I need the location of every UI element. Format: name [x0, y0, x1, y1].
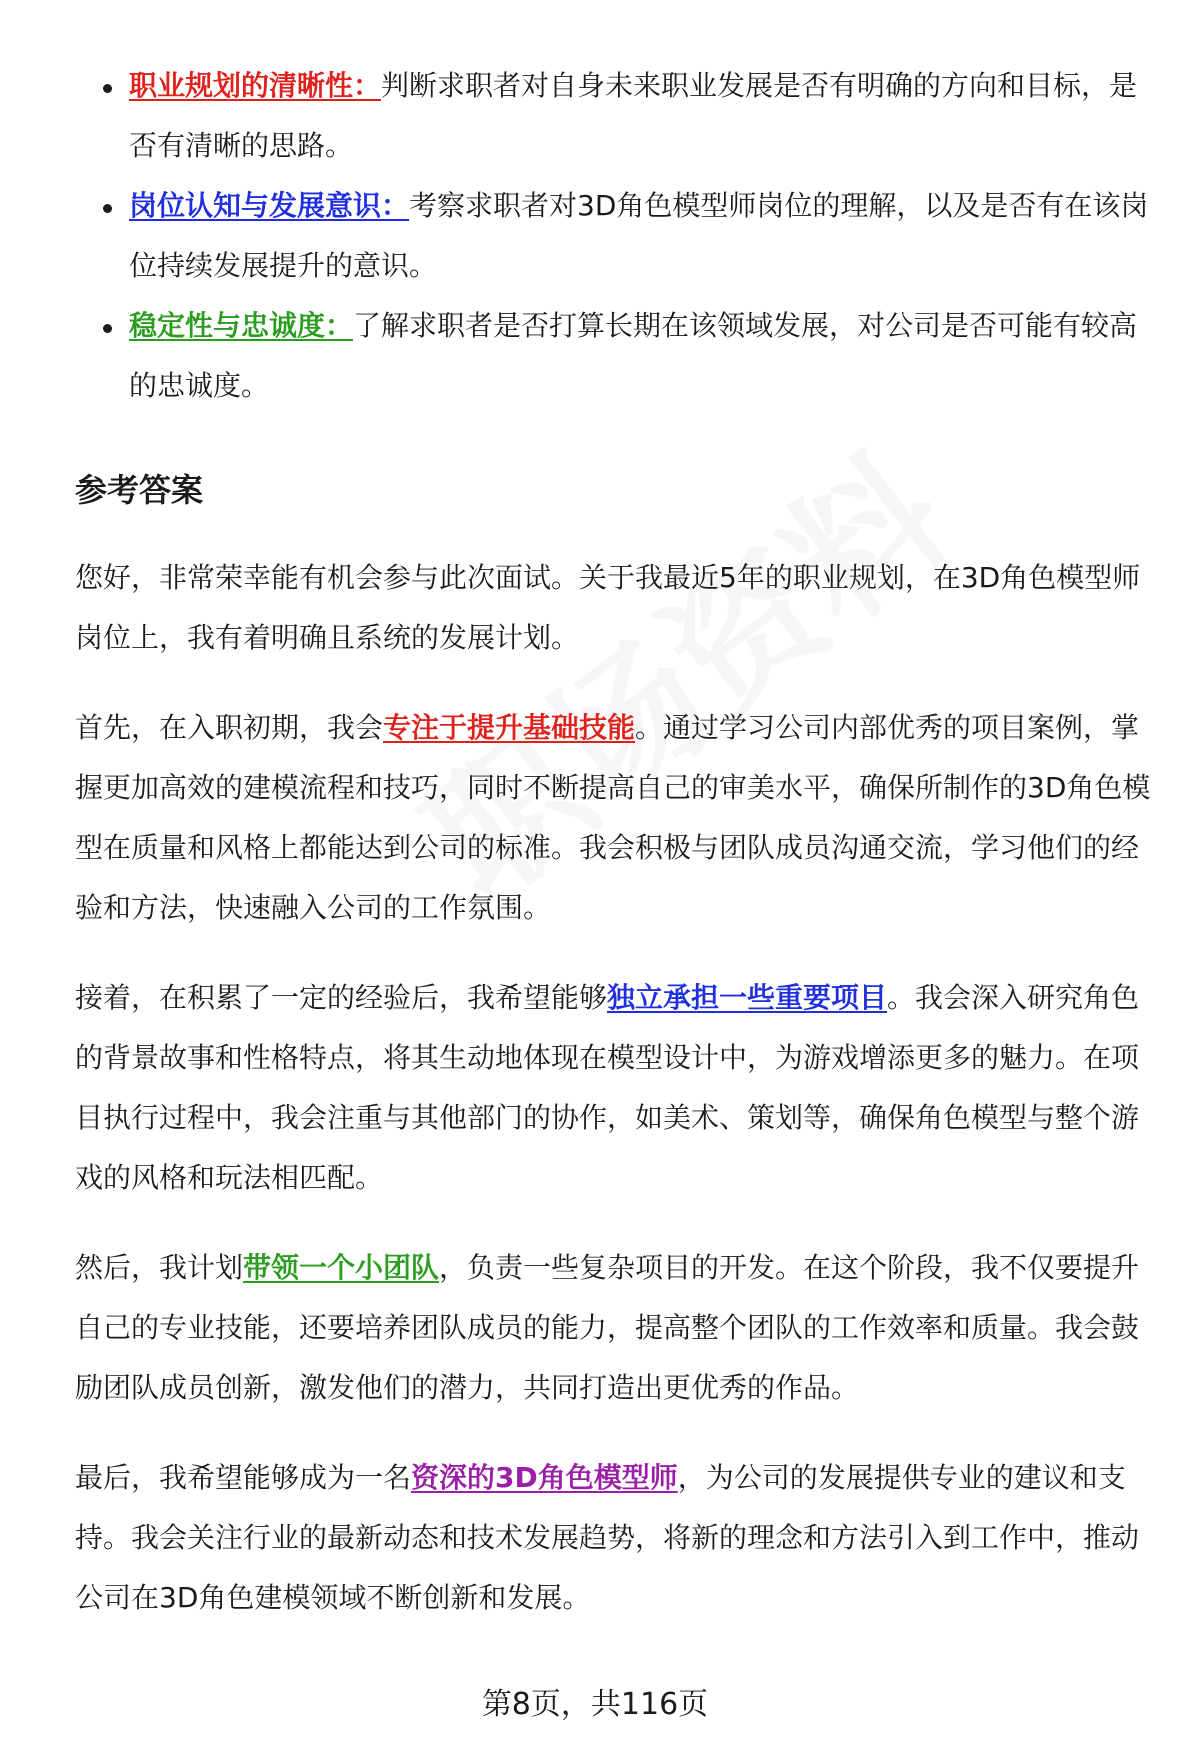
highlight-phrase: 资深的3D角色模型师	[411, 1461, 678, 1494]
paragraph-text: 。通过学习公司内部优秀的项目案例，掌握更加高效的建模流程和技巧，同时不断提高自己的审美水平，确保所制作的3D角色模型在质量和风格上都能达到公司的标准。我会积极与团队成员沟通交流，学习他们的经验和方法，快速融入公司的工作氛围。	[75, 711, 1151, 924]
document-page	[75, 56, 1165, 1658]
page-number: 第8页，共116页	[481, 1687, 709, 1722]
criteria-list	[75, 56, 1165, 416]
list-item	[75, 296, 1165, 416]
list-item	[75, 176, 1165, 296]
paragraph-first-stage	[75, 698, 1165, 938]
highlight-phrase: 独立承担一些重要项目	[607, 981, 888, 1014]
paragraph-text: ，负责一些复杂项目的开发。在这个阶段，我不仅要提升自己的专业技能，还要培养团队成员的能力，提高整个团队的工作效率和质量。我会鼓励团队成员创新，激发他们的潜力，共同打造出更优秀的作品。	[75, 1251, 1140, 1404]
paragraph-text: 首先，在入职初期，我会	[75, 711, 384, 744]
paragraph-intro: 您好，非常荣幸能有机会参与此次面试。关于我最近5年的职业规划，在3D角色模型师岗位上，我有着明确且系统的发展计划。	[75, 561, 1141, 654]
paragraph-second-stage	[75, 968, 1165, 1208]
paragraph-text: 接着，在积累了一定的经验后，我希望能够	[75, 981, 608, 1014]
list-item	[75, 56, 1165, 176]
paragraph-final-stage	[75, 1448, 1165, 1628]
paragraph-third-stage	[75, 1238, 1165, 1418]
paragraph-text: 然后，我计划	[75, 1251, 244, 1284]
bullet-highlight: 稳定性与忠诚度：	[129, 309, 354, 342]
paragraph-text: 最后，我希望能够成为一名	[75, 1461, 412, 1494]
bullet-highlight: 职业规划的清晰性：	[129, 69, 382, 102]
bullet-highlight: 岗位认知与发展意识：	[129, 189, 410, 222]
bullet-text: 了解求职者是否打算长期在该领域发展，对公司是否可能有较高的忠诚度。	[129, 309, 1138, 402]
highlight-phrase: 带领一个小团队	[243, 1251, 440, 1284]
highlight-phrase: 专注于提升基础技能	[383, 711, 636, 744]
paragraph-text: 。我会深入研究角色的背景故事和性格特点，将其生动地体现在模型设计中，为游戏增添更多的魅力。在项目执行过程中，我会注重与其他部门的协作，如美术、策划等，确保角色模型与整个游戏的风格和玩法相匹配。	[75, 981, 1140, 1194]
bullet-text: 判断求职者对自身未来职业发展是否有明确的方向和目标，是否有清晰的思路。	[129, 69, 1138, 162]
section-title: 参考答案	[75, 471, 204, 509]
bullet-text: 考察求职者对3D角色模型师岗位的理解，以及是否有在该岗位持续发展提升的意识。	[129, 189, 1149, 282]
paragraph-text: ，为公司的发展提供专业的建议和支持。我会关注行业的最新动态和技术发展趋势，将新的理念和方法引入到工作中，推动公司在3D角色建模领域不断创新和发展。	[75, 1461, 1140, 1614]
